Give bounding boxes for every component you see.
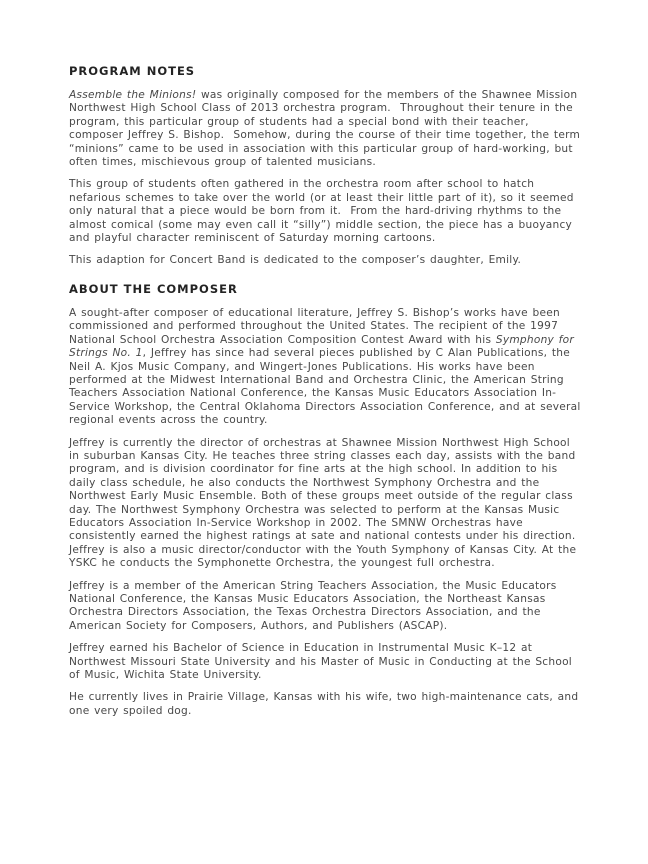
work-title-italic: Assemble the Minions!: [69, 89, 197, 101]
paragraph-text: was originally composed for the members of the Shawnee Mission Northwest High School Class of 2013 orchestra program. Throughout their tenure in the program, this particular group of students had a special bond with their teacher, composer Jeffrey S. Bishop. Somehow, during the course of their time together, the term “minions” came to be used in association with this particular group of hard-working, but often times, mischievous group of talented musicians.: [69, 89, 585, 169]
paragraph-about-composer-2: Jeffrey is currently the director of orchestras at Shawnee Mission Northwest High School in suburban Kansas City. He teaches three string classes each day, assists with the band program, and is division coordinator for fine arts at the high school. In addition to his daily class schedule, he also conducts the Northwest Symphony Orchestra and the Northwest Early Music Ensemble. Both of these groups meet outside of the regular class day. The Northwest Symphony Orchestra was selected to perform at the Kansas Music Educators Association In-Service Workshop in 2002. The SMNW Orchestras have consistently earned the highest ratings at sate and national contests under his direction. Jeffrey is also a music director/conductor with the Youth Symphony of Kansas City. At the YSKC he conducts the Symphonette Orchestra, the youngest full orchestra.: [69, 436, 581, 570]
paragraph-text: , Jeffrey has since had several pieces published by C Alan Publications, the Neil A. Kjos Music Company, and Wingert-Jones Publications. His works have been performed at the Midwest International Band and Orchestra Clinic, the American String Teachers Association National Conference, the Kansas Music Educators Association In-Service Workshop, the Central Oklahoma Directors Association Conference, and at several regional events across the country.: [69, 347, 586, 427]
paragraph-program-notes-1: [69, 89, 585, 169]
paragraph-program-notes-2: This group of students often gathered in the orchestra room after school to hatch nefarious schemes to take over the world (or at least their little part of it), so it seemed only natural that a piece would be born from it. From the hard-driving rhythms to the almost comical (some may even call it “silly”) middle section, the piece has a buoyancy and playful character reminiscent of Saturday morning cartoons.: [69, 178, 579, 245]
paragraph-about-composer-3: Jeffrey is a member of the American String Teachers Association, the Music Educators National Conference, the Kansas Music Educators Association, the Northeast Kansas Orchestra Directors Association, the Texas Orchestra Directors Association, and the American Society for Composers, Authors, and Publishers (ASCAP).: [69, 579, 562, 632]
paragraph-text: A sought-after composer of educational literature, Jeffrey S. Bishop’s works have been commissioned and performed throughout the United States. The recipient of the 1997 National School Orchestra Association Composition Contest Award with his: [69, 306, 565, 346]
paragraph-about-composer-5: He currently lives in Prairie Village, Kansas with his wife, two high-maintenance cats, and one very spoiled dog.: [69, 691, 583, 717]
paragraph-about-composer-1: [69, 306, 586, 428]
page-content: [69, 64, 586, 727]
paragraph-about-composer-4: Jeffrey earned his Bachelor of Science in Education in Instrumental Music K–12 at Northwest Missouri State University and his Master of Music in Conducting at the School of Music, Wichita State University.: [69, 642, 577, 682]
work-title-italic: Symphony for Strings No. 1: [69, 333, 579, 360]
section-heading-program-notes: PROGRAM NOTES: [69, 64, 196, 78]
paragraph-program-notes-3: This adaption for Concert Band is dedicated to the composer’s daughter, Emily.: [69, 254, 522, 267]
section-heading-about-composer: ABOUT THE COMPOSER: [69, 281, 238, 296]
